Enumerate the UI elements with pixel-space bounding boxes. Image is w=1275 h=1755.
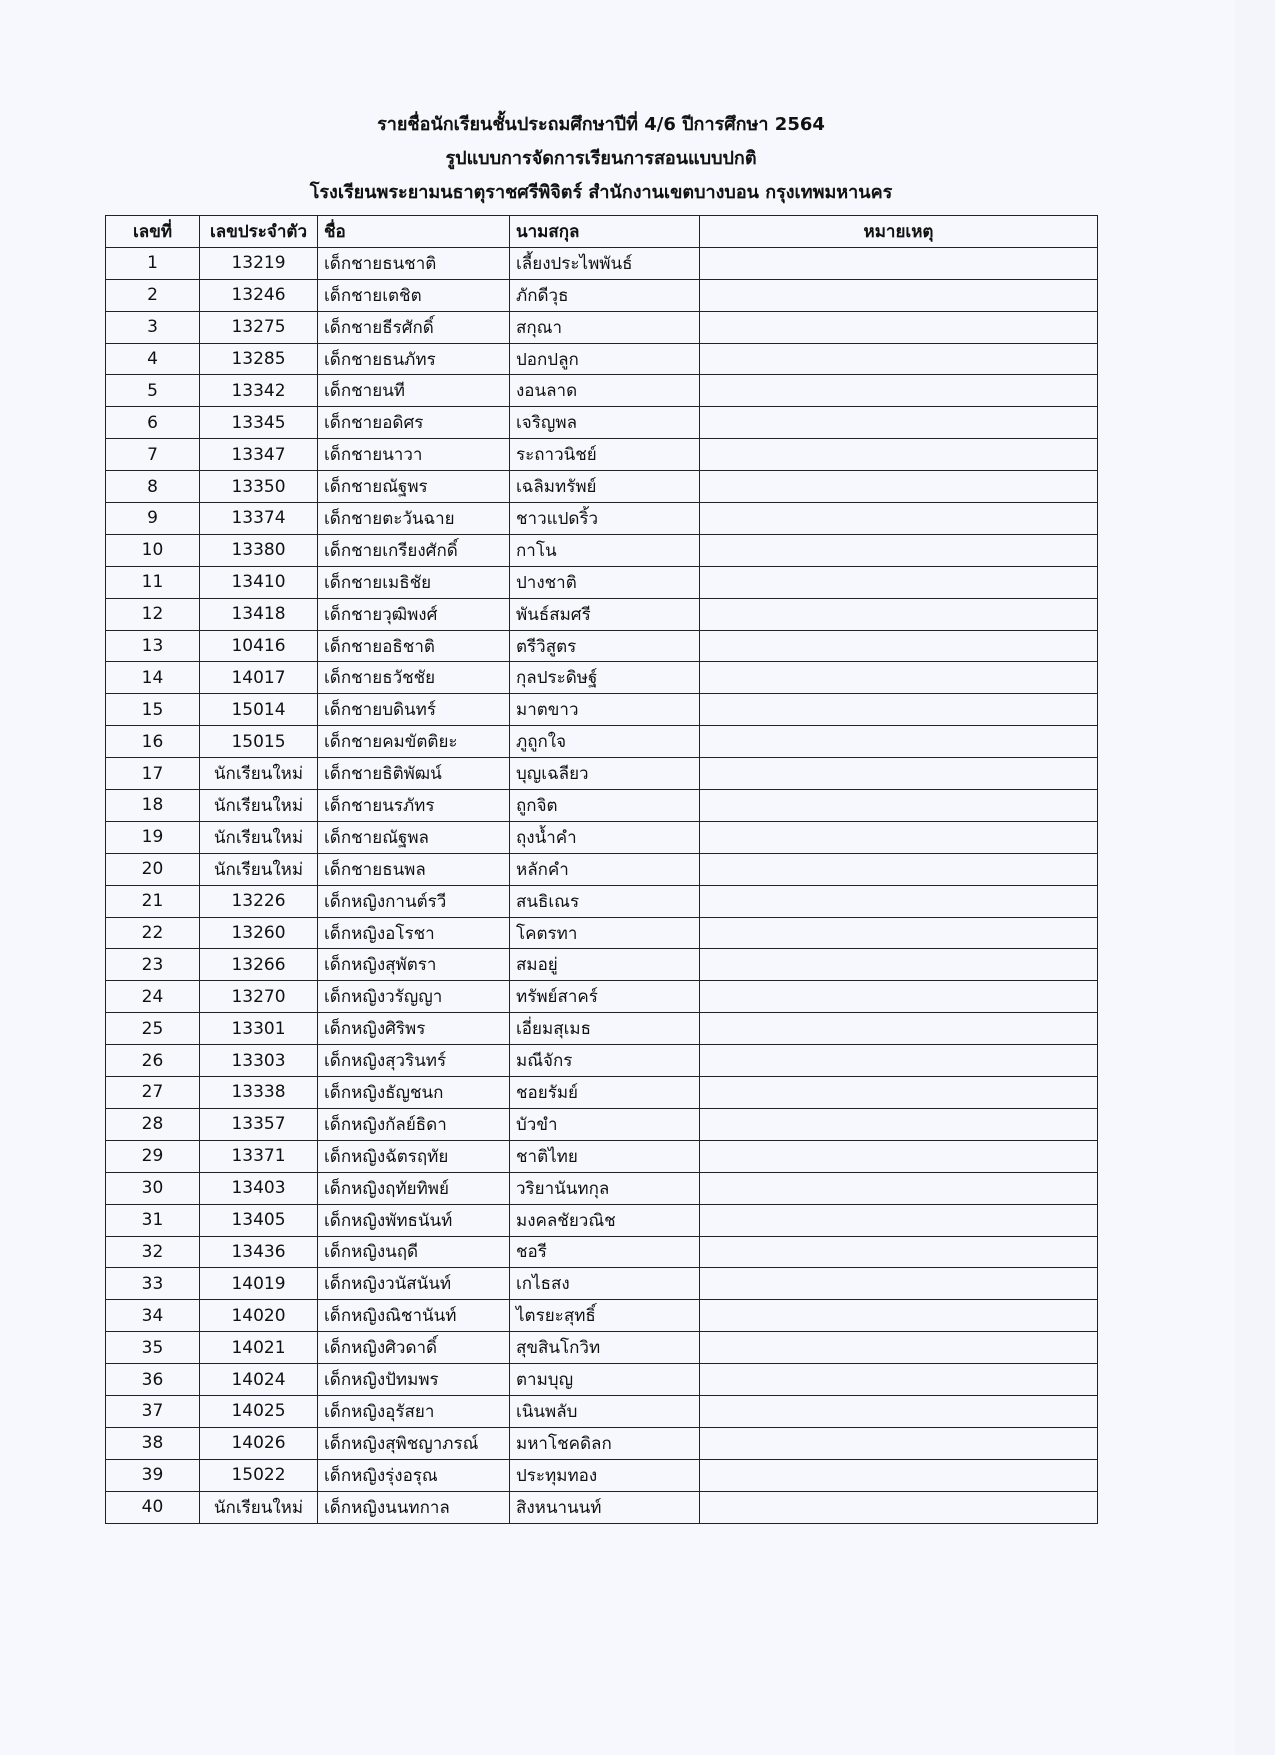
cell-first-name: เด็กหญิงรุ่งอรุณ bbox=[318, 1459, 510, 1491]
cell-first-name: เด็กชายอธิชาติ bbox=[318, 630, 510, 662]
table-row bbox=[106, 662, 1098, 694]
cell-last-name: สมอยู่ bbox=[510, 949, 700, 981]
cell-no: 31 bbox=[106, 1204, 200, 1236]
cell-last-name: บัวขำ bbox=[510, 1108, 700, 1140]
table-row bbox=[106, 1013, 1098, 1045]
table-row bbox=[106, 598, 1098, 630]
cell-no: 28 bbox=[106, 1108, 200, 1140]
cell-first-name: เด็กชายอดิศร bbox=[318, 407, 510, 439]
cell-last-name: ระถาวนิชย์ bbox=[510, 439, 700, 471]
table-row bbox=[106, 471, 1098, 503]
cell-last-name: กุลประดิษฐ์ bbox=[510, 662, 700, 694]
cell-no: 27 bbox=[106, 1077, 200, 1109]
cell-first-name: เด็กชายธนชาติ bbox=[318, 247, 510, 279]
cell-note bbox=[700, 981, 1098, 1013]
cell-first-name: เด็กชายคมขัตติยะ bbox=[318, 726, 510, 758]
cell-note bbox=[700, 758, 1098, 790]
table-row bbox=[106, 1268, 1098, 1300]
cell-last-name: ประทุมทอง bbox=[510, 1459, 700, 1491]
cell-last-name: เกไธสง bbox=[510, 1268, 700, 1300]
table-row bbox=[106, 439, 1098, 471]
table-row bbox=[106, 1236, 1098, 1268]
cell-note bbox=[700, 439, 1098, 471]
cell-no: 38 bbox=[106, 1427, 200, 1459]
cell-note bbox=[700, 407, 1098, 439]
cell-last-name: สกุณา bbox=[510, 311, 700, 343]
column-header-no: เลขที่ bbox=[106, 216, 200, 248]
cell-last-name: มหาโชคดิลก bbox=[510, 1427, 700, 1459]
cell-note bbox=[700, 1300, 1098, 1332]
cell-student-id: 15015 bbox=[200, 726, 318, 758]
cell-no: 34 bbox=[106, 1300, 200, 1332]
cell-first-name: เด็กชายตะวันฉาย bbox=[318, 503, 510, 535]
cell-student-id: 14026 bbox=[200, 1427, 318, 1459]
cell-student-id: 13350 bbox=[200, 471, 318, 503]
table-row bbox=[106, 1172, 1098, 1204]
cell-no: 29 bbox=[106, 1140, 200, 1172]
cell-note bbox=[700, 534, 1098, 566]
cell-last-name: สุขสินโกวิท bbox=[510, 1332, 700, 1364]
cell-no: 17 bbox=[106, 758, 200, 790]
cell-student-id: 13219 bbox=[200, 247, 318, 279]
cell-note bbox=[700, 311, 1098, 343]
cell-no: 20 bbox=[106, 853, 200, 885]
cell-no: 26 bbox=[106, 1045, 200, 1077]
cell-student-id: 13226 bbox=[200, 885, 318, 917]
cell-first-name: เด็กชายณัฐพล bbox=[318, 821, 510, 853]
cell-first-name: เด็กหญิงสุพิชญาภรณ์ bbox=[318, 1427, 510, 1459]
table-row bbox=[106, 1364, 1098, 1396]
table-row bbox=[106, 343, 1098, 375]
cell-no: 39 bbox=[106, 1459, 200, 1491]
cell-note bbox=[700, 726, 1098, 758]
cell-last-name: หลักคำ bbox=[510, 853, 700, 885]
cell-no: 36 bbox=[106, 1364, 200, 1396]
cell-no: 13 bbox=[106, 630, 200, 662]
cell-last-name: พันธ์สมศรี bbox=[510, 598, 700, 630]
cell-first-name: เด็กชายธนภัทร bbox=[318, 343, 510, 375]
table-row bbox=[106, 1491, 1098, 1523]
cell-note bbox=[700, 1491, 1098, 1523]
cell-no: 14 bbox=[106, 662, 200, 694]
cell-student-id: 13418 bbox=[200, 598, 318, 630]
cell-student-id: 13357 bbox=[200, 1108, 318, 1140]
cell-note bbox=[700, 1236, 1098, 1268]
cell-note bbox=[700, 885, 1098, 917]
cell-last-name: มาตขาว bbox=[510, 694, 700, 726]
cell-student-id: 13275 bbox=[200, 311, 318, 343]
table-row bbox=[106, 949, 1098, 981]
cell-student-id: นักเรียนใหม่ bbox=[200, 790, 318, 822]
title-line-2: รูปแบบการจัดการเรียนการสอนแบบปกติ bbox=[445, 148, 757, 169]
cell-note bbox=[700, 566, 1098, 598]
cell-note bbox=[700, 471, 1098, 503]
cell-no: 32 bbox=[106, 1236, 200, 1268]
table-row bbox=[106, 1108, 1098, 1140]
cell-note bbox=[700, 247, 1098, 279]
cell-first-name: เด็กชายธนพล bbox=[318, 853, 510, 885]
cell-note bbox=[700, 917, 1098, 949]
cell-first-name: เด็กชายเตชิต bbox=[318, 279, 510, 311]
table-row bbox=[106, 1395, 1098, 1427]
cell-last-name: ภักดีวุธ bbox=[510, 279, 700, 311]
cell-no: 7 bbox=[106, 439, 200, 471]
cell-first-name: เด็กหญิงศิริพร bbox=[318, 1013, 510, 1045]
cell-last-name: มงคลชัยวณิช bbox=[510, 1204, 700, 1236]
cell-last-name: เลี้ยงประไพพันธ์ bbox=[510, 247, 700, 279]
cell-student-id: 13270 bbox=[200, 981, 318, 1013]
cell-student-id: 14017 bbox=[200, 662, 318, 694]
cell-first-name: เด็กชายนที bbox=[318, 375, 510, 407]
column-header-student-id: เลขประจำตัว bbox=[200, 216, 318, 248]
cell-note bbox=[700, 1077, 1098, 1109]
cell-last-name: ปอกปลูก bbox=[510, 343, 700, 375]
table-row bbox=[106, 917, 1098, 949]
cell-last-name: ตรีวิสูตร bbox=[510, 630, 700, 662]
cell-note bbox=[700, 343, 1098, 375]
cell-note bbox=[700, 853, 1098, 885]
cell-last-name: เอี่ยมสุเมธ bbox=[510, 1013, 700, 1045]
cell-note bbox=[700, 1108, 1098, 1140]
cell-first-name: เด็กชายนาวา bbox=[318, 439, 510, 471]
cell-note bbox=[700, 662, 1098, 694]
table-row bbox=[106, 726, 1098, 758]
cell-first-name: เด็กชายธีรศักดิ์ bbox=[318, 311, 510, 343]
table-row bbox=[106, 981, 1098, 1013]
cell-first-name: เด็กหญิงกานต์รวี bbox=[318, 885, 510, 917]
table-header-row bbox=[106, 216, 1098, 248]
table-row bbox=[106, 247, 1098, 279]
cell-student-id: 13410 bbox=[200, 566, 318, 598]
cell-last-name: ภูถูกใจ bbox=[510, 726, 700, 758]
cell-student-id: 13374 bbox=[200, 503, 318, 535]
cell-no: 15 bbox=[106, 694, 200, 726]
title-line-1: รายชื่อนักเรียนชั้นประถมศึกษาปีที่ 4/6 ปีการศึกษา 2564 bbox=[377, 114, 825, 135]
cell-student-id: 13345 bbox=[200, 407, 318, 439]
cell-note bbox=[700, 1459, 1098, 1491]
cell-no: 12 bbox=[106, 598, 200, 630]
cell-last-name: เนินพลับ bbox=[510, 1395, 700, 1427]
cell-no: 24 bbox=[106, 981, 200, 1013]
cell-student-id: 13246 bbox=[200, 279, 318, 311]
cell-note bbox=[700, 1332, 1098, 1364]
cell-student-id: 13405 bbox=[200, 1204, 318, 1236]
cell-first-name: เด็กหญิงสุวรินทร์ bbox=[318, 1045, 510, 1077]
cell-note bbox=[700, 1204, 1098, 1236]
cell-note bbox=[700, 1364, 1098, 1396]
cell-first-name: เด็กหญิงณิชานันท์ bbox=[318, 1300, 510, 1332]
cell-student-id: 15022 bbox=[200, 1459, 318, 1491]
table-row bbox=[106, 821, 1098, 853]
table-row bbox=[106, 311, 1098, 343]
cell-note bbox=[700, 375, 1098, 407]
cell-last-name: ทรัพย์สาคร์ bbox=[510, 981, 700, 1013]
table-row bbox=[106, 1140, 1098, 1172]
cell-no: 2 bbox=[106, 279, 200, 311]
cell-last-name: ถูกจิต bbox=[510, 790, 700, 822]
cell-note bbox=[700, 630, 1098, 662]
cell-note bbox=[700, 1427, 1098, 1459]
cell-first-name: เด็กชายเมธิชัย bbox=[318, 566, 510, 598]
cell-last-name: ถุงน้ำคำ bbox=[510, 821, 700, 853]
cell-student-id: 13436 bbox=[200, 1236, 318, 1268]
table-row bbox=[106, 1045, 1098, 1077]
cell-no: 40 bbox=[106, 1491, 200, 1523]
cell-first-name: เด็กหญิงฉัตรฤทัย bbox=[318, 1140, 510, 1172]
cell-no: 16 bbox=[106, 726, 200, 758]
cell-last-name: เฉลิมทรัพย์ bbox=[510, 471, 700, 503]
cell-note bbox=[700, 694, 1098, 726]
cell-no: 30 bbox=[106, 1172, 200, 1204]
cell-first-name: เด็กหญิงสุพัตรา bbox=[318, 949, 510, 981]
cell-first-name: เด็กหญิงอุรัสยา bbox=[318, 1395, 510, 1427]
table-body bbox=[106, 247, 1098, 1523]
cell-first-name: เด็กหญิงกัลย์ธิดา bbox=[318, 1108, 510, 1140]
cell-note bbox=[700, 1395, 1098, 1427]
cell-student-id: 13380 bbox=[200, 534, 318, 566]
cell-no: 18 bbox=[106, 790, 200, 822]
table-row bbox=[106, 407, 1098, 439]
cell-student-id: 13301 bbox=[200, 1013, 318, 1045]
table-row bbox=[106, 790, 1098, 822]
cell-no: 33 bbox=[106, 1268, 200, 1300]
cell-first-name: เด็กหญิงปัทมพร bbox=[318, 1364, 510, 1396]
cell-first-name: เด็กชายเกรียงศักดิ์ bbox=[318, 534, 510, 566]
cell-student-id: นักเรียนใหม่ bbox=[200, 821, 318, 853]
student-roster-table bbox=[105, 215, 1098, 1524]
table-row bbox=[106, 1427, 1098, 1459]
cell-no: 25 bbox=[106, 1013, 200, 1045]
cell-first-name: เด็กหญิงพัทธนันท์ bbox=[318, 1204, 510, 1236]
cell-student-id: 14021 bbox=[200, 1332, 318, 1364]
cell-no: 23 bbox=[106, 949, 200, 981]
cell-note bbox=[700, 1172, 1098, 1204]
cell-student-id: 13260 bbox=[200, 917, 318, 949]
table-row bbox=[106, 885, 1098, 917]
cell-student-id: 14024 bbox=[200, 1364, 318, 1396]
cell-note bbox=[700, 279, 1098, 311]
cell-first-name: เด็กชายวุฒิพงศ์ bbox=[318, 598, 510, 630]
cell-student-id: 14019 bbox=[200, 1268, 318, 1300]
cell-first-name: เด็กหญิงศิวดาดิ์ bbox=[318, 1332, 510, 1364]
cell-no: 9 bbox=[106, 503, 200, 535]
title-line-3: โรงเรียนพระยามนธาตุราชศรีพิจิตร์ สำนักงานเขตบางบอน กรุงเทพมหานคร bbox=[309, 182, 893, 203]
cell-last-name: ชอยรัมย์ bbox=[510, 1077, 700, 1109]
cell-student-id: 13342 bbox=[200, 375, 318, 407]
table-row bbox=[106, 1332, 1098, 1364]
cell-note bbox=[700, 503, 1098, 535]
column-header-first-name: ชื่อ bbox=[318, 216, 510, 248]
cell-note bbox=[700, 1140, 1098, 1172]
cell-last-name: กาโน bbox=[510, 534, 700, 566]
cell-student-id: นักเรียนใหม่ bbox=[200, 758, 318, 790]
cell-first-name: เด็กหญิงวรัญญา bbox=[318, 981, 510, 1013]
cell-note bbox=[700, 821, 1098, 853]
cell-note bbox=[700, 1045, 1098, 1077]
cell-last-name: ชอรี bbox=[510, 1236, 700, 1268]
cell-last-name: บุญเฉลียว bbox=[510, 758, 700, 790]
cell-no: 8 bbox=[106, 471, 200, 503]
table-row bbox=[106, 279, 1098, 311]
cell-no: 4 bbox=[106, 343, 200, 375]
cell-first-name: เด็กหญิงนนทกาล bbox=[318, 1491, 510, 1523]
table-row bbox=[106, 1204, 1098, 1236]
cell-last-name: โคตรทา bbox=[510, 917, 700, 949]
cell-note bbox=[700, 598, 1098, 630]
cell-student-id: 13338 bbox=[200, 1077, 318, 1109]
cell-last-name: ชาวแปดริ้ว bbox=[510, 503, 700, 535]
cell-last-name: ปางชาติ bbox=[510, 566, 700, 598]
cell-first-name: เด็กหญิงอโรชา bbox=[318, 917, 510, 949]
cell-first-name: เด็กชายธวัชชัย bbox=[318, 662, 510, 694]
cell-note bbox=[700, 1268, 1098, 1300]
column-header-note: หมายเหตุ bbox=[700, 216, 1098, 248]
cell-no: 37 bbox=[106, 1395, 200, 1427]
cell-first-name: เด็กหญิงวนัสนันท์ bbox=[318, 1268, 510, 1300]
table-row bbox=[106, 534, 1098, 566]
cell-no: 21 bbox=[106, 885, 200, 917]
cell-last-name: เจริญพล bbox=[510, 407, 700, 439]
cell-first-name: เด็กหญิงธัญชนก bbox=[318, 1077, 510, 1109]
cell-first-name: เด็กหญิงนฤดี bbox=[318, 1236, 510, 1268]
cell-last-name: สนธิเณร bbox=[510, 885, 700, 917]
cell-note bbox=[700, 790, 1098, 822]
cell-student-id: 15014 bbox=[200, 694, 318, 726]
table-row bbox=[106, 1459, 1098, 1491]
cell-first-name: เด็กชายบดินทร์ bbox=[318, 694, 510, 726]
cell-first-name: เด็กชายนรภัทร bbox=[318, 790, 510, 822]
cell-no: 22 bbox=[106, 917, 200, 949]
table-row bbox=[106, 853, 1098, 885]
table-row bbox=[106, 1077, 1098, 1109]
cell-first-name: เด็กชายณัฐพร bbox=[318, 471, 510, 503]
table-row bbox=[106, 566, 1098, 598]
cell-first-name: เด็กหญิงฤทัยทิพย์ bbox=[318, 1172, 510, 1204]
cell-last-name: สิงหนานนท์ bbox=[510, 1491, 700, 1523]
cell-no: 35 bbox=[106, 1332, 200, 1364]
cell-last-name: วริยานันทกุล bbox=[510, 1172, 700, 1204]
cell-student-id: 13266 bbox=[200, 949, 318, 981]
cell-student-id: 10416 bbox=[200, 630, 318, 662]
cell-student-id: 14025 bbox=[200, 1395, 318, 1427]
cell-last-name: ไตรยะสุทธิ์ bbox=[510, 1300, 700, 1332]
cell-no: 11 bbox=[106, 566, 200, 598]
cell-no: 1 bbox=[106, 247, 200, 279]
cell-student-id: 13347 bbox=[200, 439, 318, 471]
cell-student-id: 14020 bbox=[200, 1300, 318, 1332]
cell-student-id: 13403 bbox=[200, 1172, 318, 1204]
cell-no: 3 bbox=[106, 311, 200, 343]
table-row bbox=[106, 630, 1098, 662]
table-row bbox=[106, 758, 1098, 790]
table-row bbox=[106, 694, 1098, 726]
cell-no: 19 bbox=[106, 821, 200, 853]
table-row bbox=[106, 1300, 1098, 1332]
cell-no: 5 bbox=[106, 375, 200, 407]
cell-first-name: เด็กชายธิติพัฒน์ bbox=[318, 758, 510, 790]
cell-no: 10 bbox=[106, 534, 200, 566]
cell-no: 6 bbox=[106, 407, 200, 439]
document-header bbox=[105, 108, 1097, 210]
cell-last-name: ชาติไทย bbox=[510, 1140, 700, 1172]
cell-student-id: 13371 bbox=[200, 1140, 318, 1172]
column-header-last-name: นามสกุล bbox=[510, 216, 700, 248]
cell-note bbox=[700, 949, 1098, 981]
cell-last-name: มณีจักร bbox=[510, 1045, 700, 1077]
table-row bbox=[106, 375, 1098, 407]
cell-student-id: 13303 bbox=[200, 1045, 318, 1077]
cell-student-id: 13285 bbox=[200, 343, 318, 375]
cell-last-name: ตามบุญ bbox=[510, 1364, 700, 1396]
table-row bbox=[106, 503, 1098, 535]
cell-last-name: งอนลาด bbox=[510, 375, 700, 407]
cell-student-id: นักเรียนใหม่ bbox=[200, 853, 318, 885]
cell-student-id: นักเรียนใหม่ bbox=[200, 1491, 318, 1523]
cell-note bbox=[700, 1013, 1098, 1045]
